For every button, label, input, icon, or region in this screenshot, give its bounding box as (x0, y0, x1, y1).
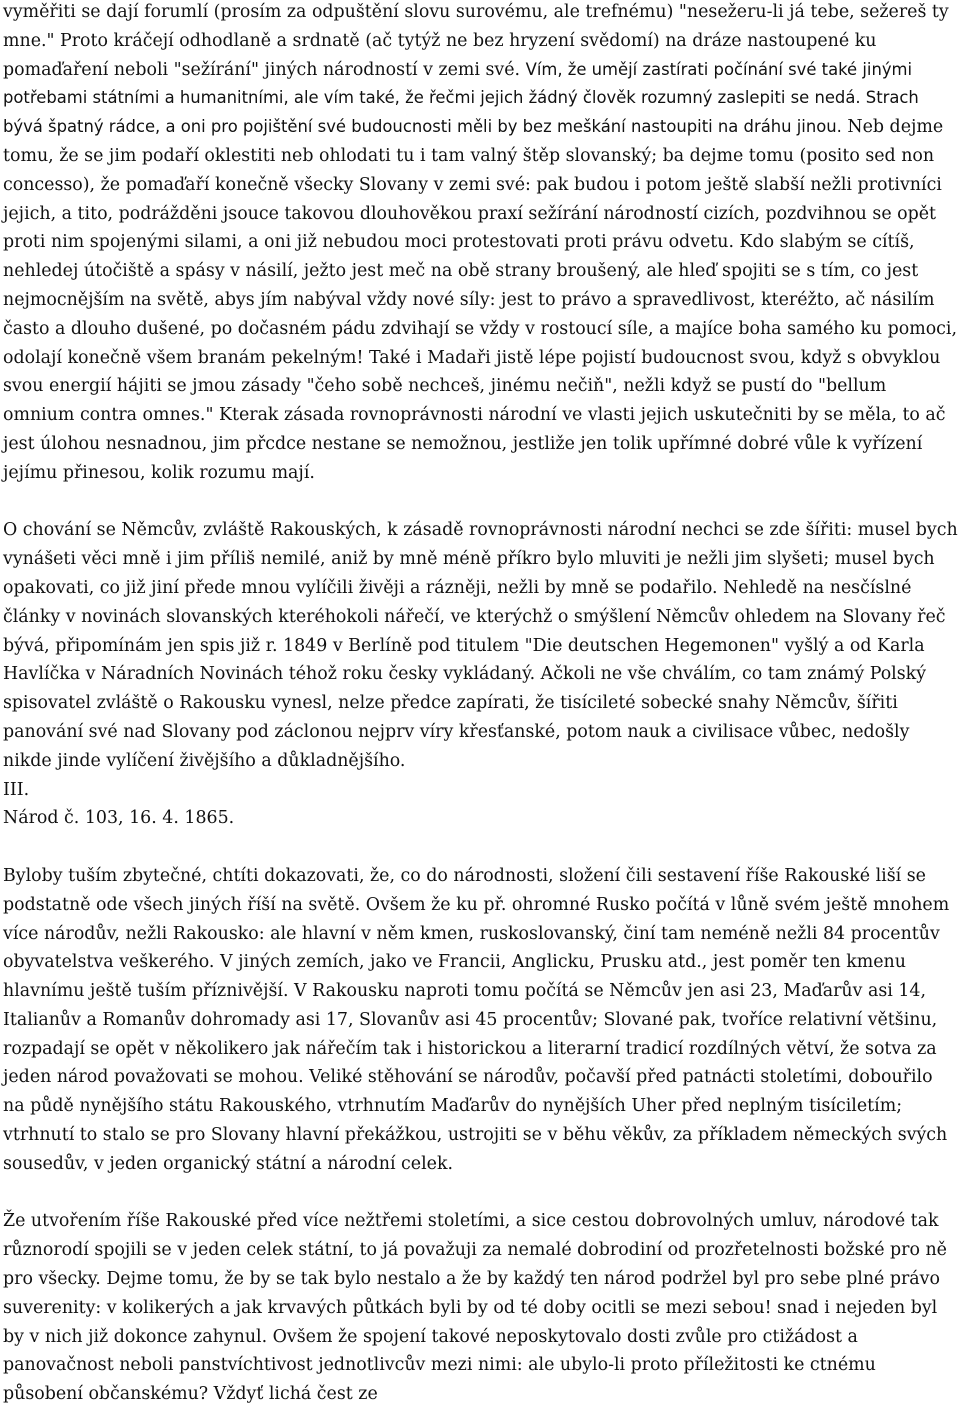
paragraph-germans (3, 516, 958, 833)
paragraph-gap (3, 1179, 958, 1208)
paragraph-gap (3, 833, 958, 862)
paragraph-text: Byloby tuším zbytečné, chtíti dokazovati, že, co do národnosti, složení čili sestavení říše Rakouské liší se podstatně ode všech jiných říší na světě. Ovšem že ku př. ohromné Rusko počítá v lůně svém ještě mnohem více národův, nežli Rakousko: ale hlavní v něm kmen, ruskoslovanský, činí tam neméně nežli 84 procentův obyvatelstva veškerého. V jiných zemích, jako ve Francii, Anglicku, Prusku atd., jest poměr ten kmenu hlavnímu ještě tuším příznivější. V Rakousku naproti tomu počítá se Němcův jen asi 23, Maďarův asi 14, Italianův a Romanův dohromady asi 17, Slovanův asi 45 procentův; Slované pak, tvoříce relativní většinu, rozpadají se opět v několikero jak nářečím tak i historickou a literarní tradicí rozdílných větví, že sotva za jeden národ považovati se mohou. Veliké stěhování se národův, počavší před patnácti stoletími, dobouřilo na půdě nynějšího státu Rakouského, vtrhnutím Maďarův do nynějších Uher před neplným tisíciletím; vtrhnutí to stalo se pro Slovany hlavní překážkou, ustrojiti se v běhu věkův, za příkladem německých svých sousedův, v jeden organický státní a národní celek. (3, 865, 950, 1174)
document-page (3, 0, 958, 1409)
paragraph-text: O chování se Němcův, zvláště Rakouských, k zásadě rovnoprávnosti národní nechci se zde šířiti: musel bych vynášeti věci mně i jim příliš nemilé, aniž by mně méně příkro bylo mluviti je nežli jim slyšeti; musel bych opakovati, co již jiní přede mnou vylíčili živěji a rázněji, nežli by mně se podařilo. Nehledě na nesčíslné články v novinách slovanských kteréhokoli nářečí, ve kterýchž o smýšlení Němcův ohledem na Slovany řeč bývá, připomínám jen spis již r. 1849 v Berlíně pod titulem "Die deutschen Hegemonen" vyšlý a od Karla Havlíčka v Náradních Novinách téhož roku česky vykládaný. Ačkoli ne vše chválím, co tam známý Polský spisovatel zvláště o Rakousku vynesl, nelze předce zapírati, že tisícileté sobecké snahy Němcův, šířiti panování své nad Slovany pod záclonou nejprv víry křesťanské, potom nauk a civilisace vůbec, nedošly nikde jinde vylíčení živějšího a důkladnějšího. (3, 520, 958, 771)
paragraph-text: vyměřiti se dají forumlí (prosím za odpuštění slovu surovému, ale trefnému) "nesežeru-li já tebe, sežereš ty mne." Proto kráčejí odhodlaně a srdnatě (ač tytýž ne bez hryzení svědomí) na dráze nastoupené ku pomaďaření neboli "sežírání" jiných národností v zemi své. (3, 2, 949, 80)
paragraph-continuation (3, 0, 958, 488)
section-number: III. (3, 779, 30, 800)
paragraph-text: Vím, že umějí zastírati počínání své také jinými potřebami státními a humanitními, ale vím také, že řečmi jejich žádný člověk rozumný zaslepiti se nedá. Strach bývá špatný rádce, a oni pro pojištění své budoucnosti měli by bez meškání nastoupiti na dráhu jinou. (3, 59, 919, 137)
paragraph-gap (3, 488, 958, 517)
source-citation: Národ č. 103, 16. 4. 1865. (3, 808, 235, 829)
paragraph-text: Neb dejme tomu, že se jim podaří oklestiti neb ohlodati tu i tam valný štěp slovanský; ba dejme tomu (posito sed non concesso), že pomaďaří konečně všecky Slovany v zemi své: pak budou i potom ještě slabší nežli protivníci jejich, a tito, podrážděni jsouce takovou dlouhověkou praxí sežírání národností cizích, pozdvihnou se opět proti nim spojenými silami, a oni již nebudou moci protestovati proti právu odvetu. Kdo slabým se cítíš, nehledej útočiště a spásy v násilí, ježto jest meč na obě strany broušený, ale hleď spojiti se s tím, co jest nejmocnějším na světě, abys jím nabýval vždy nové síly: jest to právo a spravedlivost, kteréžto, ač násilím často a dlouho dušené, po dočasném pádu zdvihají se vždy v rostoucí síle, a majíce boha samého ku pomoci, odolají konečně všem branám pekelným! Také i Madaři jistě lépe pojistí budoucnost svou, když s obvyklou svou energií hájiti se jmou zásady "čeho sobě nechceš, jinému nečiň", nežli když se pustí do "bellum omnium contra omnes." Kterak zásada rovnoprávnosti národní ve vlasti jejich uskutečniti by se měla, to ač jest úlohou nesnadnou, jim přcdce nestane se nemožnou, jestliže jen tolik upřímné dobré vůle k vyřízení jejímu přinesou, kolik rozumu mají. (3, 117, 958, 483)
paragraph-union (3, 1207, 958, 1409)
paragraph-text: Že utvořením říše Rakouské před více nežtřemi stoletími, a sice cestou dobrovolných umluv, národové tak různorodí spojili se v jeden celek státní, to já považuji za nemalé dobrodiní od prozřetelnosti božské pro ně pro všecky. Dejme tomu, že by se tak bylo nestalo a že by každý ten národ podržel byl pro sebe plné právo suverenity: v kolikerých a jak krvavých půtkách byli by od té doby ocitli se mezi sebou! snad i nejeden byl by v nich již dokonce zahynul. Ovšem že spojení takové neposkytovalo dosti zvůle pro ctižádost a panovačnost neboli panstvíchtivost jednotlivcův mezi nimi: ale ubylo-li proto příležitosti ke ctnému působení občanskému? Vždyť lichá čest ze (3, 1211, 947, 1405)
paragraph-empire (3, 862, 958, 1179)
